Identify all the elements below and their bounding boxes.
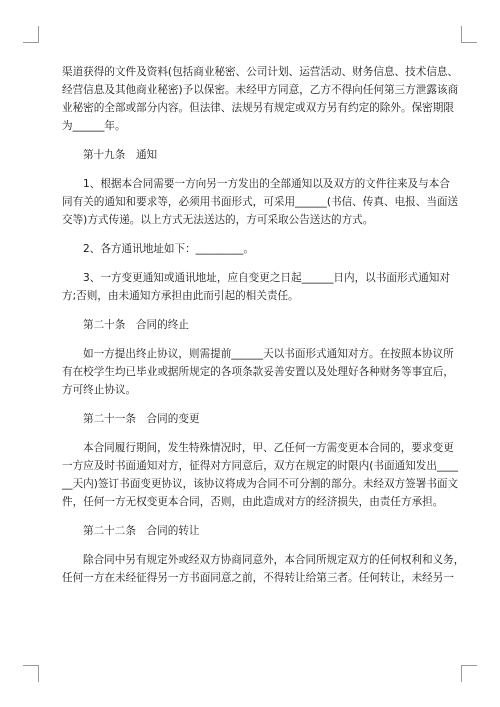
text-line: 同有关的通知和要求等，必须用书面形式，可采用______(书信、传真、电报、当面送 [62,196,459,208]
text-line: 第十九条 通知 [83,149,158,161]
crop-mark-top-left-horizontal [23,42,39,43]
paragraph-gap [62,428,440,439]
paragraph [62,345,454,399]
text-line: 3、一方变更通知或通讯地址，应自变更之日起______日内，以书面形式通知对 [83,272,450,284]
text-line: __天内)签订书面变更协议，该协议将成为合同不可分割的部分。未经双方签署书面文 [62,478,459,490]
crop-mark-bottom-left-horizontal [23,665,39,666]
text-line: 任何一方在未经征得另一方书面同意之前，不得转让给第三者。任何转让，未经另一 [62,572,454,584]
text-line: 为______年。 [62,120,126,132]
paragraph [62,439,459,511]
paragraph [62,410,440,428]
text-line: 件，任何一方无权变更本合同，否则，由此造成对方的经济损失，由责任方承担。 [62,496,444,508]
text-line: 如一方提出终止协议，则需提前______天以书面形式通知对方。在按照本协议所 [83,348,454,360]
text-line: 业秘密的全部或部分内容。但法律、法规另有规定或双方另有约定的除外。保密期限 [62,102,454,114]
paragraph [62,175,459,229]
paragraph-gap [62,305,440,316]
text-line: 方;否则，由未通知方承担由此而引起的相关责任。 [62,290,299,302]
text-line: 有在校学生均已毕业或据所规定的各项条款妥善安置以及处理好各种财务等事宜后， [62,366,454,378]
text-line: 1、根据本合同需要一方向另一方发出的全部通知以及双方的文件往来及与本合 [83,178,450,190]
text-line: 渠道获得的文件及资料(包括商业秘密、公司计划、运营活动、财务信息、技术信息、 [62,66,459,78]
paragraph [62,146,440,164]
paragraph [62,63,459,135]
paragraph [62,269,450,305]
paragraph-gap [62,540,440,551]
crop-mark-bottom-right-horizontal [461,665,477,666]
text-line: 第二十条 合同的终止 [83,319,189,331]
paragraph [62,551,465,587]
crop-mark-top-right-horizontal [461,42,477,43]
crop-mark-bottom-left-vertical [38,665,39,682]
crop-mark-bottom-right-vertical [461,665,462,682]
text-line: 经营信息及其他商业秘密)予以保密。未经甲方同意，乙方不得向任何第三方泄露该商 [62,84,459,96]
text-line: 第二十二条 合同的转让 [83,525,200,537]
paragraph [62,240,440,258]
text-line: 一方应及时书面通知对方，征得对方同意后，双方在规定的时限内(书面通知发出____ [62,460,459,472]
text-line: 2、各方通讯地址如下：_________。 [83,243,254,255]
document-body [62,63,465,587]
paragraph [62,522,440,540]
paragraph-gap [62,229,440,240]
paragraph-gap [62,135,440,146]
paragraph-gap [62,511,440,522]
text-line: 本合同履行期间，发生特殊情况时，甲、乙任何一方需变更本合同的，要求变更 [83,442,454,454]
crop-mark-top-right-vertical [461,26,462,43]
paragraph [62,316,440,334]
text-line: 方可终止协议。 [62,384,137,396]
text-line: 第二十一条 合同的变更 [83,413,200,425]
text-line: 除合同中另有规定外或经双方协商同意外，本合同所规定双方的任何权利和义务， [83,554,465,566]
text-line: 交等)方式传递。以上方式无法送达的，方可采取公告送达的方式。 [62,214,374,226]
paragraph-gap [62,399,440,410]
paragraph-gap [62,334,440,345]
crop-mark-top-left-vertical [38,26,39,43]
paragraph-gap [62,164,440,175]
paragraph-gap [62,258,440,269]
